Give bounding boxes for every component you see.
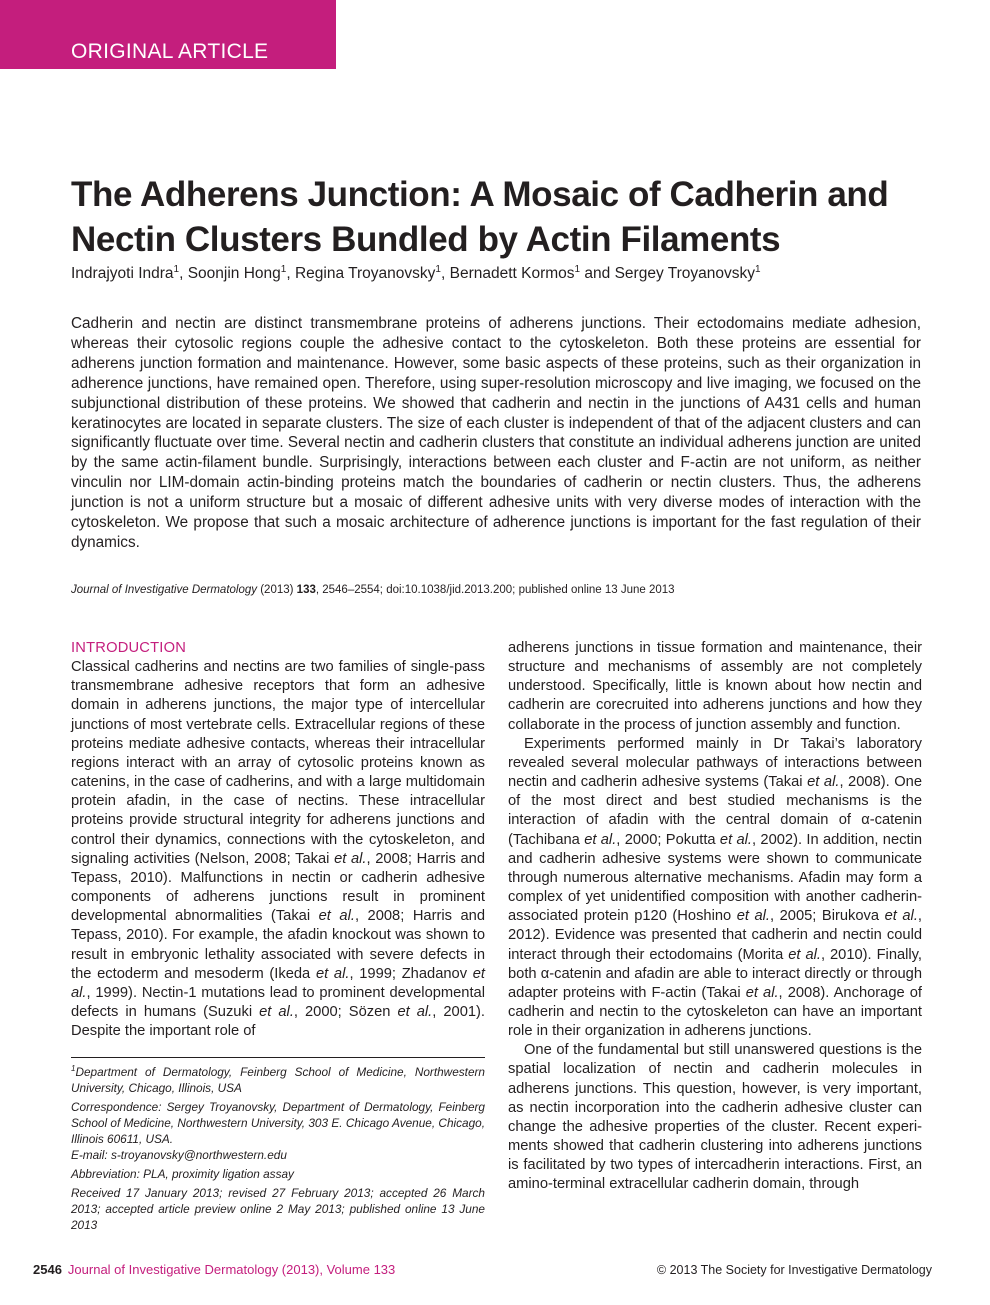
- author-separator: and: [580, 265, 615, 282]
- author-separator: ,: [440, 265, 450, 282]
- text-run: Classical cadherins and nectins are two families of single-pass transmembrane adhesive receptors that form an adhesive domain in adherens junctions, the major type of intercellular junctions of most vertebrate cells. Extracellular regions of these proteins mediate adhesive contacts, whereas their intracellular regions interact with an array of cytosolic proteins known as catenins, in the case of cadherins, and with a large multidomain protein afadin, in the case of nectins. These intracellular proteins provide structural integrity for adherens junctions and control their dynamics, connections with the cytoskeleton, and signaling activities (Nelson, 2008; Takai: [71, 659, 485, 867]
- text-run: , 1999; Zhadanov: [349, 965, 473, 982]
- text-run: , 2001). Despite the important role of: [71, 1003, 486, 1040]
- author-affiliation-mark: 1: [435, 263, 441, 275]
- text-run: , 2000; Sözen: [293, 1003, 398, 1020]
- text-run: Experiments performed mainly in Dr Takai’s laboratory revealed several molecular pathways of interactions between nectin and cadherin adhesive systems (Takai: [508, 735, 922, 791]
- page-footer-left: [33, 1262, 395, 1278]
- email-text: E-mail: s-troyanovsky@northwestern.edu: [71, 1148, 287, 1162]
- article-type-label: ORIGINAL ARTICLE: [71, 40, 269, 63]
- citation-etal: et al.: [719, 831, 752, 848]
- citation-journal: Journal of Investigative Dermatology: [71, 584, 258, 596]
- author-affiliation-mark: 1: [280, 263, 287, 275]
- correspondence-text: Correspondence: Sergey Troyanovsky, Department of Dermatology, Feinberg School of Medicine, Northwestern University, 303 E. Chicago Avenue, Chicago, Illinois 60611, USA.: [71, 1100, 485, 1146]
- author-name: Regina Troyanovsky: [294, 265, 436, 282]
- affiliation-mark: 1: [71, 1064, 76, 1074]
- citation-etal: et al.: [259, 1003, 294, 1020]
- citation-etal: et al.: [397, 1003, 433, 1020]
- citation-etal: et al.: [807, 774, 840, 791]
- citation-etal: et al.: [745, 984, 779, 1001]
- footnote-divider: [71, 1057, 485, 1058]
- body-paragraph: [508, 735, 922, 1042]
- author-name: Sergey Troyanovsky: [614, 265, 756, 282]
- author-name: Bernadett Kormos: [449, 265, 575, 282]
- citation-etal: et al.: [318, 908, 355, 925]
- body-paragraph: [508, 1041, 922, 1194]
- text-run: , 2010). Finally, both α-catenin and afadin are able to interact directly or through adapter proteins with F-actin (Takai: [508, 946, 923, 1001]
- text-run: , 2008). One of the most direct and best studied mechanisms is the interaction of afadin with the central domain of α-catenin (Tachibana: [508, 774, 923, 848]
- citation-etal: et al.: [584, 831, 617, 848]
- text-run: , 2000; Pokutta: [616, 831, 720, 848]
- affiliation-text: Department of Dermatology, Feinberg School of Medicine, Northwestern University, Chicago, Illinois, USA: [71, 1065, 485, 1095]
- text-run: , 2005; Birukova: [770, 908, 885, 925]
- footnotes: [71, 1064, 485, 1236]
- citation-year: (2013): [260, 584, 294, 596]
- author-separator: ,: [286, 265, 295, 282]
- citation-etal: et al.: [71, 965, 486, 1001]
- page-number: 2546: [33, 1262, 62, 1277]
- body-paragraph: [508, 639, 922, 735]
- section-heading-introduction: INTRODUCTION: [71, 640, 186, 656]
- citation-volume: 133: [296, 584, 316, 596]
- citation-details: , 2546–2554; doi:10.1038/jid.2013.200; published online 13 June 2013: [315, 584, 675, 596]
- citation-etal: et al.: [788, 946, 821, 963]
- text-run: , 2012). Evidence was presented that cadherin and nectin could interact through their ectodomains (Morita: [508, 908, 922, 963]
- author-name: Soonjin Hong: [187, 265, 281, 282]
- author-separator: ,: [179, 265, 188, 282]
- footnote-dates: [71, 1185, 485, 1233]
- abbreviation-text: Abbreviation: PLA, proximity ligation assay: [71, 1167, 294, 1181]
- text-run: , 2008; Harris and Tepass, 2010). Malfunctions in nectin or cadherin adhesive components of adherens junctions result in prominent developmental abnormalities (Takai: [71, 850, 486, 925]
- footnote-email: [71, 1147, 485, 1163]
- author-name: Indrajyoti Indra: [71, 265, 174, 282]
- citation-line: [71, 582, 921, 598]
- author-affiliation-mark: 1: [755, 263, 761, 275]
- footer-copyright: © 2013 The Society for Investigative Dermatology: [656, 1263, 932, 1277]
- citation-etal: et al.: [736, 908, 771, 925]
- text-run: , 1999). Nectin-1 mutations lead to prominent developmental defects in humans (Suzuki: [71, 984, 485, 1020]
- footnote-affiliation: [71, 1064, 485, 1096]
- dates-text: Received 17 January 2013; revised 27 February 2013; accepted 26 March 2013; accepted article preview online 2 May 2013; published online 13 June 2013: [71, 1186, 485, 1232]
- text-run: One of the fundamental but still unanswered questions is the spatial localization of nectin and cadherin molecules in adherens junctions. This question, however, is very important, as nectin incorporation into the cadherin adhesive cluster can change the adhesive properties of the cluster. Recent experiments showed that cadherin clustering into adherens junctions is facilitated by two types of intercadherin interactions. First, an amino-terminal extracellular cadherin domain, through: [508, 1042, 922, 1193]
- footnote-correspondence: [71, 1099, 485, 1147]
- footnote-abbreviation: [71, 1166, 485, 1182]
- author-affiliation-mark: 1: [173, 263, 180, 275]
- author-list: [71, 264, 931, 284]
- text-run: , 2008). Anchorage of cadherin and nectin to the cytoskeleton can have an important role in their organization in adherens junctions.: [508, 984, 923, 1040]
- citation-etal: et al.: [334, 850, 367, 867]
- abstract: Cadherin and nectin are distinct transmembrane proteins of adherens junctions. Their ectodomains mediate adhesion, whereas their cytosolic regions couple the adhesive contact to the cytoskeleton. Both these proteins are essential for adherens junction formation and maintenance. However, some basic aspects of these proteins, such as their organization in adherence junctions, have remained open. Therefore, using super-resolution microscopy and live imaging, we focused on the subjunctional distribution of these proteins. We showed that cadherin and nectin in the junctions of A431 cells and human keratinocytes are located in separate clusters. The size of each cluster is independent of that of the adjacent clusters and can significantly fluctuate over time. Several nectin and cadherin clusters that constitute an individual adherens junction are united by the same actin-filament bundle. Surprisingly, interactions between each cluster and F-actin are not uniform, as neither vinculin nor LIM-domain actin-binding proteins match the boundaries of cadherin or nectin clusters. Thus, the adherens junction is not a uniform structure but a mosaic of different adhesive units with very diverse modes of interaction with the cytoskeleton. We propose that such a mosaic architecture of adherence junctions is important for the fast regulation of their dynamics.: [71, 315, 921, 551]
- text-run: , 2008; Harris and Tepass, 2010). For example, the afadin knockout was shown to result in embryonic lethality associated with severe defects in the ectoderm and mesoderm (Ikeda: [71, 908, 486, 982]
- citation-etal: et al.: [884, 908, 918, 925]
- body-column-right: [508, 639, 922, 1195]
- citation-etal: et al.: [315, 965, 350, 982]
- article-type-banner: [0, 0, 336, 69]
- body-paragraph: [71, 658, 485, 1041]
- text-run: , 2002). In addition, nectin and cadherin adhesive systems were shown to communicate through numerous alternative mechanisms. Afadin may form a complex of yet unidentified composition with another cadherin-associated protein p120 (Hoshino: [508, 831, 923, 925]
- text-run: adherens junctions in tissue formation and maintenance, their structure and mechanisms of assembly are not completely understood. Specifically, little is known about how nectin and cadherin are corecruited into adherens junctions and how they collaborate in the process of junction assembly and function.: [508, 640, 922, 733]
- author-affiliation-mark: 1: [574, 263, 581, 275]
- body-column-left: [71, 639, 485, 1041]
- article-title: The Adherens Junction: A Mosaic of Cadherin and Nectin Clusters Bundled by Actin Filaments: [71, 175, 889, 259]
- footer-journal: Journal of Investigative Dermatology (2013), Volume 133: [67, 1262, 396, 1277]
